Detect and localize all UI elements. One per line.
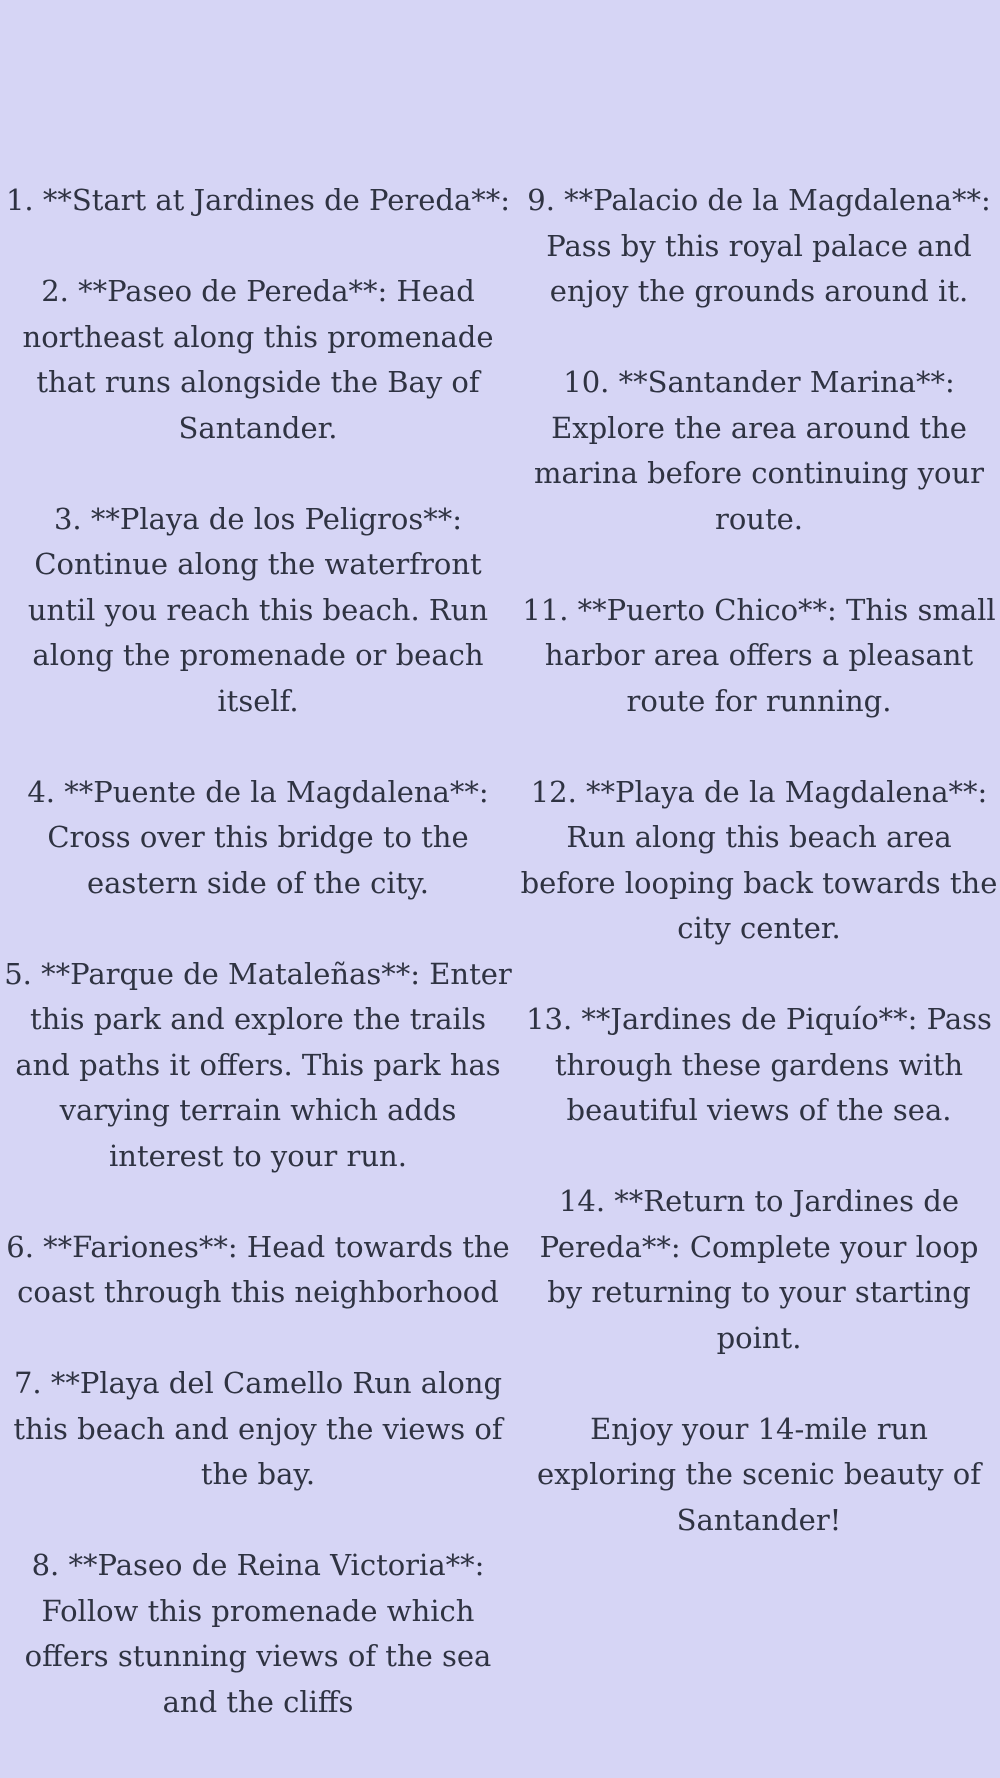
route-step-12: 12. **Playa de la Magdalena**: Run along this beach area before looping back towards the city center. [520, 774, 998, 945]
route-step-2: 2. **Paseo de Pereda**: Head northeast along this promenade that runs alongside the Bay of Santander. [22, 274, 494, 445]
route-document [0, 178, 1000, 1719]
route-step-7: 7. **Playa del Camello Run along this beach and enjoy the views of the bay. [13, 1366, 503, 1491]
right-column [518, 178, 1000, 1543]
route-step-1: 1. **Start at Jardines de Pereda**: [5, 183, 511, 217]
route-step-9: 9. **Palacio de la Magdalena**: Pass by this royal palace and enjoy the grounds around it. [527, 183, 991, 308]
route-step-6: 6. **Fariones**: Head towards the coast through this neighborhood [6, 1229, 510, 1309]
closing-message: Enjoy your 14-mile run exploring the scenic beauty of Santander! [537, 1411, 981, 1537]
route-step-10: 10. **Santander Marina**: Explore the area around the marina before continuing your route. [533, 365, 985, 536]
route-step-5: 5. **Parque de Mataleñas**: Enter this park and explore the trails and paths it offers. This park has varying terrain which adds interest to your run. [4, 956, 512, 1173]
route-step-13: 13. **Jardines de Piquío**: Pass through these gardens with beautiful views of the sea. [526, 1002, 992, 1127]
route-step-3: 3. **Playa de los Peligros**: Continue along the waterfront until you reach this beach. Run along the promenade or beach itself. [27, 501, 489, 718]
route-step-4: 4. **Puente de la Magdalena**: Cross over this bridge to the eastern side of the city. [27, 774, 489, 900]
left-column [0, 178, 516, 1725]
route-step-11: 11. **Puerto Chico**: This small harbor area offers a pleasant route for running. [522, 592, 996, 718]
route-step-14: 14. **Return to Jardines de Pereda**: Complete your loop by returning to your starting point. [539, 1184, 979, 1355]
route-step-8: 8. **Paseo de Reina Victoria**: Follow this promenade which offers stunning views of the sea and the cliffs [24, 1548, 492, 1719]
